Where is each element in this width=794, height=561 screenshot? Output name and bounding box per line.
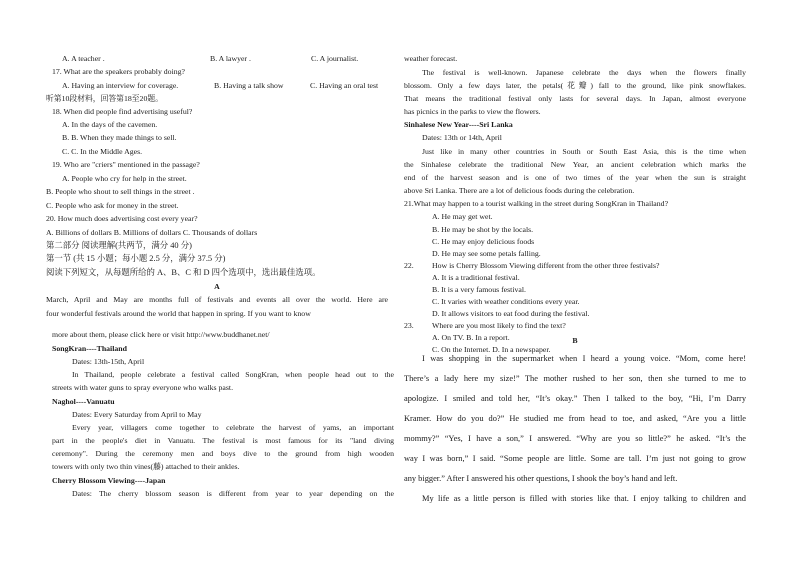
option: D. It allows visitors to eat food during the festival. [432,309,590,318]
paragraph-line: mommy?” “Yes, I have a son,” I answered. “Why are you so little?” he asked. “It’s the [404,434,746,443]
paragraph-line: I was shopping in the supermarket when I heard a young voice. “Mom, come here! [422,354,746,363]
option: A. He may get wet. [432,212,493,221]
paragraph-line: has picnics in the parks to view the flowers. [404,107,541,116]
option: B. Having a talk show [214,81,284,90]
question-18: 18. When did people find advertising useful? [52,107,193,116]
option: A. In the days of the cavemen. [62,120,158,129]
festival-heading: Cherry Blossom Viewing----Japan [52,476,166,485]
option: C. A journalist. [311,54,359,63]
paragraph-line: end of the harvest season and is one of two times of the year when the sun is straight [404,173,746,182]
q20-options: A. Billions of dollars B. Millions of dollars C. Thousands of dollars [46,228,258,237]
option: B. It is a very famous festival. [432,285,526,294]
option: C. Having an oral test [310,81,379,90]
option: A. People who cry for help in the street. [62,174,187,183]
question-number: 22. [404,261,414,270]
paragraph-line: My life as a little person is filled with stories like that. I enjoy talking to children and [422,494,746,503]
festival-heading: Naghol----Vanuatu [52,397,115,406]
q16-options [46,52,388,65]
paragraph-line: four wonderful festivals around the world that happen in spring. If you want to know [46,309,311,318]
option: C. He may enjoy delicious foods [432,237,535,246]
option: C. It varies with weather conditions every year. [432,297,580,306]
option: A. A teacher . [62,54,105,63]
paragraph-line: apologize. I smiled and told her, “It’s okay.” Then I talked to the boy, “Hi, I’m Darry [404,394,746,403]
paragraph-line: above Sri Lanka. There are a lot of delicious foods during the celebration. [404,186,635,195]
paragraph-line: towers with only two thin vines(藤) attached to their ankles. [52,462,240,471]
paragraph-line: way I was born,” I said. “Some people are little. Some are tall. I’m just not going to grow [404,454,746,463]
section-heading: 第一节 (共 15 小题；每小题 2.5 分，满分 37.5 分) [46,254,226,263]
passage-label: B [572,336,578,345]
q17-options [46,79,388,92]
festival-heading: Sinhalese New Year----Sri Lanka [404,120,513,129]
option: B. People who shout to sell things in the street . [46,187,195,196]
option: A. Having an interview for coverage. [62,81,179,90]
paragraph-line: There’s a lady here my size!” The mother rushed to her son, then she turned to me to [404,374,746,383]
option: D. He may see some petals falling. [432,249,541,258]
question-21: 21.What may happen to a tourist walking in the street during SongKran in Thailand? [404,199,669,208]
option: C. C. In the Middle Ages. [62,147,143,156]
paragraph-line: streets with water guns to spray everyone who walks past. [52,383,234,392]
question-17: 17. What are the speakers probably doing? [52,67,186,76]
paragraph-line: weather forecast. [404,54,458,63]
paragraph-line: ceremony". During the ceremony men and boys dive to the ground from high wooden [52,449,394,458]
festival-dates: Dates: Every Saturday from April to May [72,410,202,419]
part-heading: 第二部分 阅读理解(共两节，满分 40 分) [46,241,192,250]
paragraph-line: That means the traditional festival only lasts for several days. In Japan, almost everyone [404,94,746,103]
paragraph-line: Dates: The cherry blossom season is different from year to year depending on the [72,489,394,498]
paragraph-line: any bigger.” After I answered his other questions, I shook the boy’s hand and left. [404,474,678,483]
option: C. People who ask for money in the street. [46,201,179,210]
paragraph-line: March, April and May are months full of festivals and events all over the world. Here are [46,295,388,304]
option: B. B. When they made things to sell. [62,133,177,142]
instructions: 阅读下列短文，从每题所给的 A、B、C 和 D 四个选项中，选出最佳选项。 [46,268,321,277]
paragraph-line: the Sinhalese celebrate the traditional New Year, an ancient celebration which marks the [404,160,746,169]
option: B. He may be shot by the locals. [432,225,534,234]
option: B. A lawyer . [210,54,251,63]
question-23: Where are you most likely to find the text? [432,321,566,330]
festival-heading: SongKran----Thailand [52,344,127,353]
option: A. On TV. B. In a report. [432,333,510,342]
paragraph-line: blossom. Only a few days later, the petals(花瓣) fall to the ground, like pink snowflakes. [404,81,746,90]
option: A. It is a traditional festival. [432,273,520,282]
paragraph-line: In Thailand, people celebrate a festival called SongKran, when people head out to the [72,370,394,379]
question-22: How is Cherry Blossom Viewing different from the other three festivals? [432,261,660,270]
paragraph-line: Just like in many other countries in South or South East Asia, this is the time when [422,147,746,156]
paragraph-line: Kramer. How do you do?” He studied me from head to toe, and asked, “Are you a little [404,414,746,423]
question-19: 19. Who are "criers" mentioned in the passage? [52,160,200,169]
paragraph-line: The festival is well-known. Japanese celebrate the days when the flowers finally [422,68,746,77]
paragraph-line: Every year, villagers come together to celebrate the harvest of yams, an important [72,423,394,432]
option: C. On the Internet. D. In a newspaper. [432,345,551,354]
more-info-line: more about them, please click here or visit http://www.buddhanet.net/ [52,330,270,339]
question-20: 20. How much does advertising cost every year? [46,214,198,223]
question-number: 23. [404,321,414,330]
paragraph-line: part in the people's diet in Vanuatu. The festival is most famous for its "land diving [52,436,394,445]
listening-note: 听第10段材料，回答第18至20题。 [46,94,163,103]
festival-dates: Dates: 13th or 14th, April [422,133,502,142]
passage-label: A [214,282,220,291]
festival-dates: Dates: 13th-15th, April [72,357,145,366]
